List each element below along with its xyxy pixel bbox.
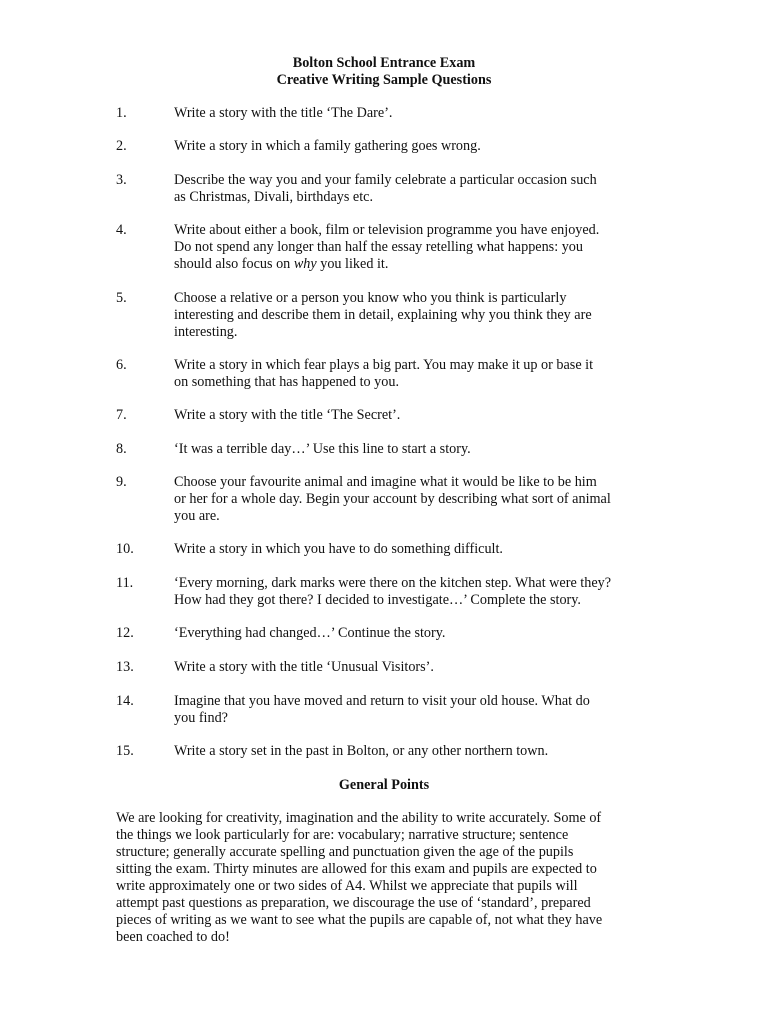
question-line: Write a story in which a family gathering goes wrong. xyxy=(174,138,481,154)
question-line: Write a story with the title ‘The Dare’. xyxy=(174,105,393,121)
question-number: 13. xyxy=(116,659,134,675)
paragraph-line: the things we look particularly for are: vocabulary; narrative structure; sentence xyxy=(116,827,569,843)
question-line: Write a story set in the past in Bolton, or any other northern town. xyxy=(174,743,549,759)
question-number: 4. xyxy=(116,222,127,238)
question-text xyxy=(174,407,644,424)
question-line: ‘Everything had changed…’ Continue the story. xyxy=(174,625,446,641)
question-text xyxy=(174,357,644,391)
question-line: or her for a whole day. Begin your account by describing what sort of animal xyxy=(174,491,611,507)
question-line: Choose your favourite animal and imagine what it would be like to be him xyxy=(174,474,597,490)
general-points-paragraph xyxy=(116,810,656,946)
question-line: you are. xyxy=(174,508,220,524)
question-line: you find? xyxy=(174,710,228,726)
general-points-heading: General Points xyxy=(338,777,430,793)
question-line: Write a story in which you have to do something difficult. xyxy=(174,541,503,557)
question-text xyxy=(174,625,644,642)
question-line: Imagine that you have moved and return to visit your old house. What do xyxy=(174,693,590,709)
question-number: 10. xyxy=(116,541,134,557)
question-text xyxy=(174,693,644,727)
document-subtitle: Creative Writing Sample Questions xyxy=(276,72,492,88)
paragraph-line: been coached to do! xyxy=(116,929,230,945)
question-number: 8. xyxy=(116,441,127,457)
question-line: Choose a relative or a person you know who you think is particularly xyxy=(174,290,567,306)
question-line xyxy=(174,256,644,273)
question-line: interesting and describe them in detail, explaining why you think they are xyxy=(174,307,592,323)
question-number: 6. xyxy=(116,357,127,373)
paragraph-line: write approximately one or two sides of A4. Whilst we appreciate that pupils will xyxy=(116,878,578,894)
question-line: ‘Every morning, dark marks were there on the kitchen step. What were they? xyxy=(174,575,612,591)
question-number: 2. xyxy=(116,138,127,154)
question-line: Write a story with the title ‘The Secret’. xyxy=(174,407,401,423)
question-line: Write a story in which fear plays a big part. You may make it up or base it xyxy=(174,357,594,373)
question-text xyxy=(174,743,644,760)
paragraph-line: attempt past questions as preparation, we discourage the use of ‘standard’, prepared xyxy=(116,895,591,911)
question-number: 14. xyxy=(116,693,134,709)
question-number: 15. xyxy=(116,743,134,759)
question-text xyxy=(174,575,644,609)
question-number: 5. xyxy=(116,290,127,306)
question-line: Write about either a book, film or television programme you have enjoyed. xyxy=(174,222,600,238)
question-line: ‘It was a terrible day…’ Use this line to start a story. xyxy=(174,441,471,457)
question-line: interesting. xyxy=(174,324,238,340)
paragraph-line: We are looking for creativity, imagination and the ability to write accurately. Some of xyxy=(116,810,602,826)
question-line-end: you liked it. xyxy=(316,256,389,272)
question-text xyxy=(174,105,644,122)
emphasis-word: why xyxy=(293,256,317,272)
question-line: Write a story with the title ‘Unusual Visitors’. xyxy=(174,659,434,675)
question-line: Describe the way you and your family celebrate a particular occasion such xyxy=(174,172,597,188)
question-text xyxy=(174,474,644,525)
question-line: Do not spend any longer than half the essay retelling what happens: you xyxy=(174,239,583,255)
paragraph-line: structure; generally accurate spelling and punctuation given the age of the pupils xyxy=(116,844,574,860)
question-text xyxy=(174,441,644,458)
question-number: 11. xyxy=(116,575,134,591)
question-text xyxy=(174,659,644,676)
question-text xyxy=(174,222,644,273)
paragraph-line: pieces of writing as we want to see what the pupils are capable of, not what they have xyxy=(116,912,603,928)
question-text xyxy=(174,138,644,155)
question-line: How had they got there? I decided to investigate…’ Complete the story. xyxy=(174,592,581,608)
question-number: 1. xyxy=(116,105,127,121)
question-line: as Christmas, Divali, birthdays etc. xyxy=(174,189,373,205)
question-number: 3. xyxy=(116,172,127,188)
paragraph-line: sitting the exam. Thirty minutes are allowed for this exam and pupils are expected to xyxy=(116,861,597,877)
question-text xyxy=(174,541,644,558)
question-number: 7. xyxy=(116,407,127,423)
question-number: 12. xyxy=(116,625,134,641)
document-title: Bolton School Entrance Exam xyxy=(292,55,476,71)
question-line: on something that has happened to you. xyxy=(174,374,399,390)
question-number: 9. xyxy=(116,474,127,490)
question-text xyxy=(174,290,644,341)
question-line-start: should also focus on xyxy=(174,256,294,272)
question-text xyxy=(174,172,644,206)
